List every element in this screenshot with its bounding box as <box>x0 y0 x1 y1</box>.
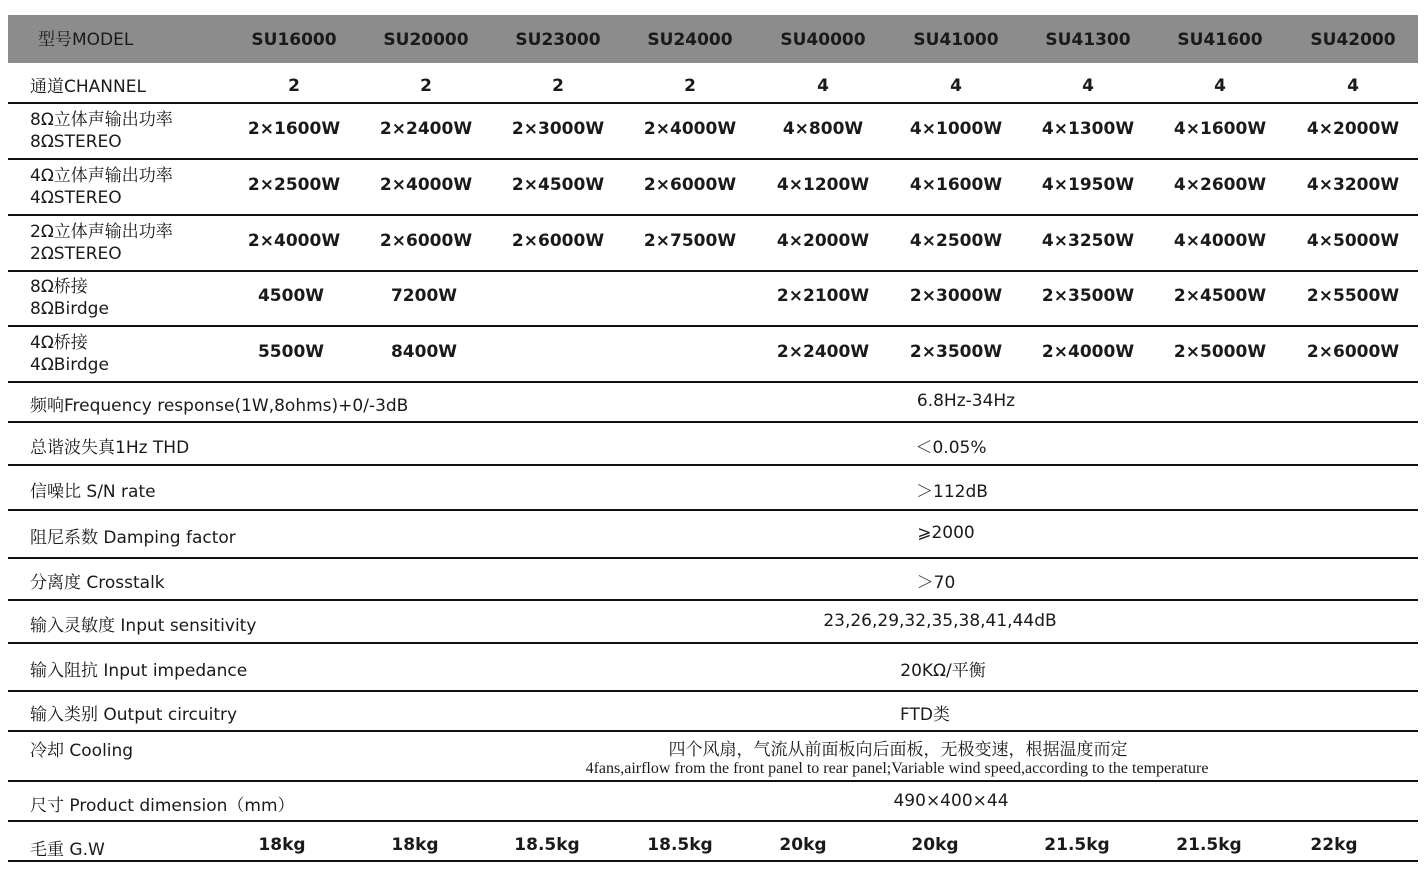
table-cell: 2×3000W <box>511 119 605 139</box>
spec-label: 分离度 Crosstalk <box>30 573 165 593</box>
row-label <box>30 276 109 320</box>
table-cell: 2×2100W <box>776 286 870 306</box>
table-cell: 4×2000W <box>776 231 870 251</box>
table-cell: 7200W <box>390 286 458 306</box>
row-divider <box>8 730 1418 732</box>
row-label <box>30 332 109 376</box>
cooling-label: 冷却 Cooling <box>30 741 134 761</box>
row-label <box>30 221 173 265</box>
row-divider <box>8 599 1418 601</box>
table-cell: 2×3000W <box>909 286 1003 306</box>
row-divider <box>8 158 1418 160</box>
weight-cell: 18.5kg <box>647 835 713 855</box>
table-cell: 4×1600W <box>1173 119 1267 139</box>
table-cell: 4500W <box>257 286 325 306</box>
cooling-value-cn: 四个风扇，气流从前面板向后面板，无极变速，根据温度而定 <box>668 740 1128 760</box>
spec-value: 6.8Hz-34Hz <box>916 390 1016 411</box>
table-cell: 4 <box>817 76 829 96</box>
spec-label: 频响Frequency response(1W,8ohms)+0/-3dB <box>30 395 409 416</box>
row-label-line: 4ΩSTEREO <box>30 188 122 208</box>
table-cell: 2×4000W <box>247 231 341 251</box>
row-label-line: 8ΩBirdge <box>30 299 109 319</box>
row-divider <box>8 464 1418 466</box>
spec-label: 输入灵敏度 Input sensitivity <box>30 615 257 636</box>
spec-value: FTD类 <box>900 705 950 725</box>
dimension-label: 尺寸 Product dimension（mm） <box>30 796 295 816</box>
header-model-su42000: SU42000 <box>1310 30 1396 50</box>
row-divider <box>8 509 1418 511</box>
table-cell: 4×800W <box>782 119 864 139</box>
spec-label: 信噪比 S/N rate <box>30 481 156 502</box>
table-cell: 2 <box>420 76 432 96</box>
row-label-line: 4ΩBirdge <box>30 355 109 375</box>
row-label-line: 8Ω立体声输出功率 <box>30 110 173 130</box>
spec-value: ＜0.05% <box>915 437 987 458</box>
weight-cell: 22kg <box>1310 835 1358 855</box>
weight-cell: 20kg <box>779 835 827 855</box>
spec-value: ＞70 <box>916 573 956 593</box>
header-model-su41300: SU41300 <box>1045 30 1131 50</box>
table-cell: 4 <box>1214 76 1226 96</box>
table-cell: 4×1300W <box>1041 119 1135 139</box>
spec-label: 输入类别 Output circuitry <box>30 705 238 725</box>
spec-value: ⩾2000 <box>917 523 975 543</box>
table-cell: 2×4500W <box>511 175 605 195</box>
weight-cell: 18kg <box>391 835 439 855</box>
table-cell: 2×6000W <box>643 175 737 195</box>
row-label-line: 4Ω立体声输出功率 <box>30 166 173 186</box>
table-cell: 2×4000W <box>643 119 737 139</box>
header-label: 型号MODEL <box>38 30 134 50</box>
row-divider <box>8 820 1418 822</box>
row-label <box>30 109 173 153</box>
row-divider <box>8 780 1418 782</box>
header-model-su20000: SU20000 <box>383 30 469 50</box>
table-cell: 4×3250W <box>1041 231 1135 251</box>
header-model-su24000: SU24000 <box>647 30 733 50</box>
row-divider <box>8 381 1418 383</box>
row-divider <box>8 102 1418 104</box>
weight-cell: 18kg <box>258 835 306 855</box>
table-cell: 2×5000W <box>1173 342 1267 362</box>
row-label-line: 8ΩSTEREO <box>30 132 122 152</box>
row-divider <box>8 860 1418 862</box>
table-cell: 4 <box>1082 76 1094 96</box>
table-cell: 4×4000W <box>1173 231 1267 251</box>
row-label-line: 通道CHANNEL <box>30 77 146 97</box>
header-model-su41600: SU41600 <box>1177 30 1263 50</box>
row-divider <box>8 325 1418 327</box>
table-cell: 4×5000W <box>1306 231 1400 251</box>
table-cell: 2 <box>684 76 696 96</box>
spec-value: ＞112dB <box>916 481 988 502</box>
header-model-su16000: SU16000 <box>251 30 337 50</box>
header-model-su41000: SU41000 <box>913 30 999 50</box>
table-cell: 4×2000W <box>1306 119 1400 139</box>
row-divider <box>8 214 1418 216</box>
row-divider <box>8 557 1418 559</box>
spec-label: 输入阻抗 Input impedance <box>30 661 248 681</box>
row-divider <box>8 270 1418 272</box>
weight-cell: 21.5kg <box>1044 835 1110 855</box>
weight-label: 毛重 G.W <box>30 840 105 860</box>
header-model-su40000: SU40000 <box>780 30 866 50</box>
table-cell: 2×6000W <box>511 231 605 251</box>
table-cell: 2×4000W <box>1041 342 1135 362</box>
table-cell: 2×4500W <box>1173 286 1267 306</box>
spec-label: 总谐波失真1Hz THD <box>30 437 190 458</box>
row-label-line: 2Ω立体声输出功率 <box>30 222 173 242</box>
row-divider <box>8 421 1418 423</box>
table-cell: 4×3200W <box>1306 175 1400 195</box>
table-cell: 4×1200W <box>776 175 870 195</box>
table-cell: 4×2600W <box>1173 175 1267 195</box>
table-cell: 2×1600W <box>247 119 341 139</box>
table-cell: 4×1600W <box>909 175 1003 195</box>
table-cell: 2×3500W <box>1041 286 1135 306</box>
table-cell: 2×2500W <box>247 175 341 195</box>
table-cell: 2×2400W <box>776 342 870 362</box>
weight-cell: 20kg <box>911 835 959 855</box>
spec-value: 20KΩ/平衡 <box>900 661 986 681</box>
table-cell: 4×1000W <box>909 119 1003 139</box>
table-cell: 2 <box>552 76 564 96</box>
row-divider <box>8 642 1418 644</box>
weight-cell: 21.5kg <box>1176 835 1242 855</box>
table-cell: 2×7500W <box>643 231 737 251</box>
spec-label: 阻尼系数 Damping factor <box>30 528 236 548</box>
table-cell: 4×2500W <box>909 231 1003 251</box>
table-cell: 4 <box>1347 76 1359 96</box>
table-cell: 2×6000W <box>1306 342 1400 362</box>
table-header <box>8 15 1418 63</box>
dimension-value: 490×400×44 <box>893 791 1009 811</box>
table-cell: 4×1950W <box>1041 175 1135 195</box>
row-label-line: 2ΩSTEREO <box>30 244 122 264</box>
spec-value: 23,26,29,32,35,38,41,44dB <box>823 610 1057 631</box>
table-cell: 5500W <box>257 342 325 362</box>
row-label <box>30 76 146 98</box>
table-cell: 2 <box>288 76 300 96</box>
table-cell: 2×5500W <box>1306 286 1400 306</box>
row-label-line: 4Ω桥接 <box>30 333 88 353</box>
row-label-line: 8Ω桥接 <box>30 277 88 297</box>
table-cell: 4 <box>950 76 962 96</box>
table-cell: 2×4000W <box>379 175 473 195</box>
row-divider <box>8 690 1418 692</box>
header-model-su23000: SU23000 <box>515 30 601 50</box>
table-cell: 2×3500W <box>909 342 1003 362</box>
cooling-value-en: 4fans,airflow from the front panel to rear panel;Variable wind speed,according to the temperature <box>585 760 1209 777</box>
table-cell: 2×6000W <box>379 231 473 251</box>
row-label <box>30 165 173 209</box>
table-cell: 8400W <box>390 342 458 362</box>
table-cell: 2×2400W <box>379 119 473 139</box>
weight-cell: 18.5kg <box>514 835 580 855</box>
